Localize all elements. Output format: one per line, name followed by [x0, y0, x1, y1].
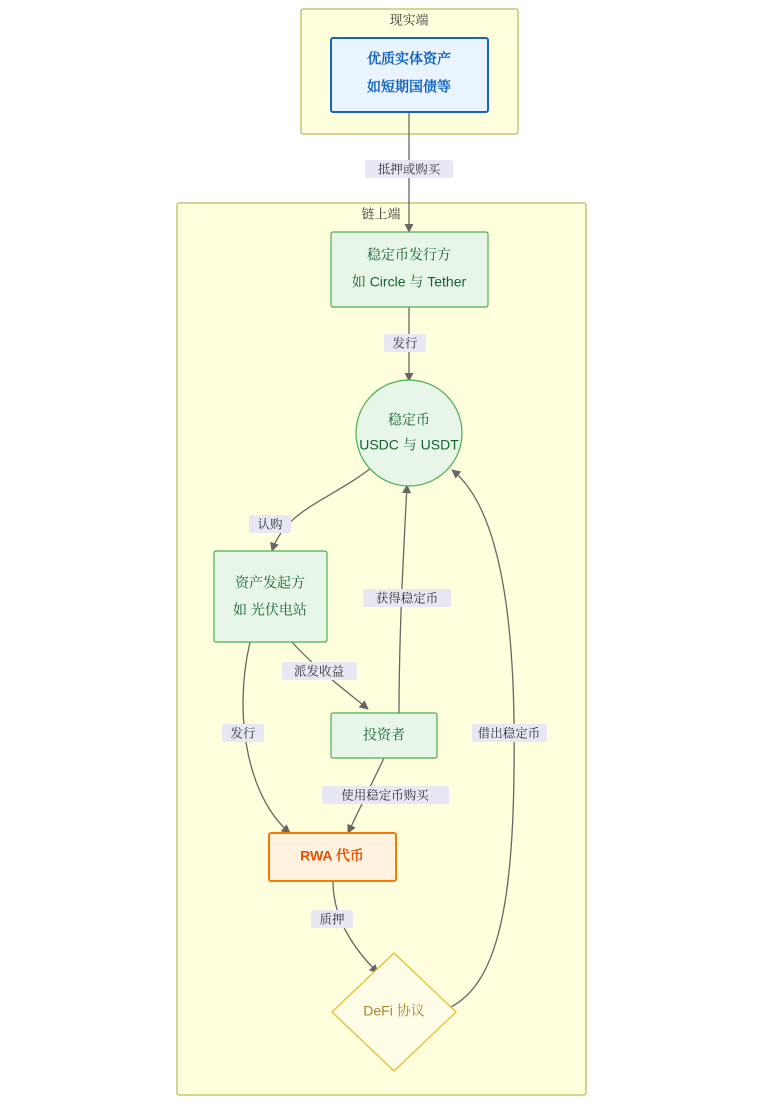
- node-stablecoin-issuer-line2: 如 Circle 与 Tether: [351, 273, 467, 290]
- edge-label-lend-stablecoin: [472, 724, 547, 742]
- edge-label-text-e4: 派发收益: [293, 664, 345, 679]
- edge-label-issue: [384, 334, 426, 352]
- node-investor-label: 投资者: [363, 726, 405, 743]
- edge-label-text-e1: 抵押或购买: [377, 162, 441, 177]
- edge-label-text-e6: 获得稳定币: [375, 591, 439, 606]
- edge-label-buy-with-stablecoin: [322, 786, 449, 804]
- subgraph-title-real-world: 现实端: [389, 12, 429, 28]
- subgraph-title-on-chain: 链上端: [361, 206, 401, 222]
- node-asset-originator-line2: 如 光伏电站: [233, 601, 307, 618]
- edge-label-text-e8: 质押: [319, 912, 345, 927]
- edge-label-text-e7: 使用稳定币购买: [341, 788, 429, 803]
- node-stablecoin-line1: 稳定币: [388, 411, 430, 428]
- node-rwa-asset-line1: 优质实体资产: [367, 50, 451, 67]
- edge-label-distribute-yield: [282, 662, 357, 680]
- edge-label-get-stablecoin: [363, 589, 451, 607]
- node-stablecoin-line2: USDC 与 USDT: [359, 436, 459, 453]
- node-rwa-token[interactable]: [269, 833, 396, 881]
- subgraph-on-chain: [177, 203, 586, 1095]
- edge-label-text-e9: 借出稳定币: [477, 726, 541, 741]
- node-investor[interactable]: [331, 713, 437, 758]
- edge-label-issue2: [222, 724, 264, 742]
- edge-label-text-e3: 认购: [257, 517, 283, 532]
- edge-label-subscribe: [249, 515, 291, 533]
- node-rwa-token-label: RWA 代币: [300, 847, 364, 864]
- node-rwa-asset[interactable]: [331, 38, 488, 112]
- node-asset-originator[interactable]: [214, 551, 327, 642]
- node-asset-originator-line1: 资产发起方: [235, 574, 305, 591]
- edge-label-text-e5: 发行: [230, 726, 256, 741]
- node-stablecoin[interactable]: [356, 380, 462, 486]
- node-stablecoin-issuer-line1: 稳定币发行方: [367, 246, 451, 263]
- node-defi-protocol-label: DeFi 协议: [363, 1002, 425, 1019]
- edge-label-pledge: [311, 910, 353, 928]
- edge-label-abdi: [365, 160, 453, 178]
- edge-label-text-e2: 发行: [392, 336, 418, 351]
- node-stablecoin-issuer[interactable]: [331, 232, 488, 307]
- node-rwa-asset-line2: 如短期国债等: [367, 78, 451, 95]
